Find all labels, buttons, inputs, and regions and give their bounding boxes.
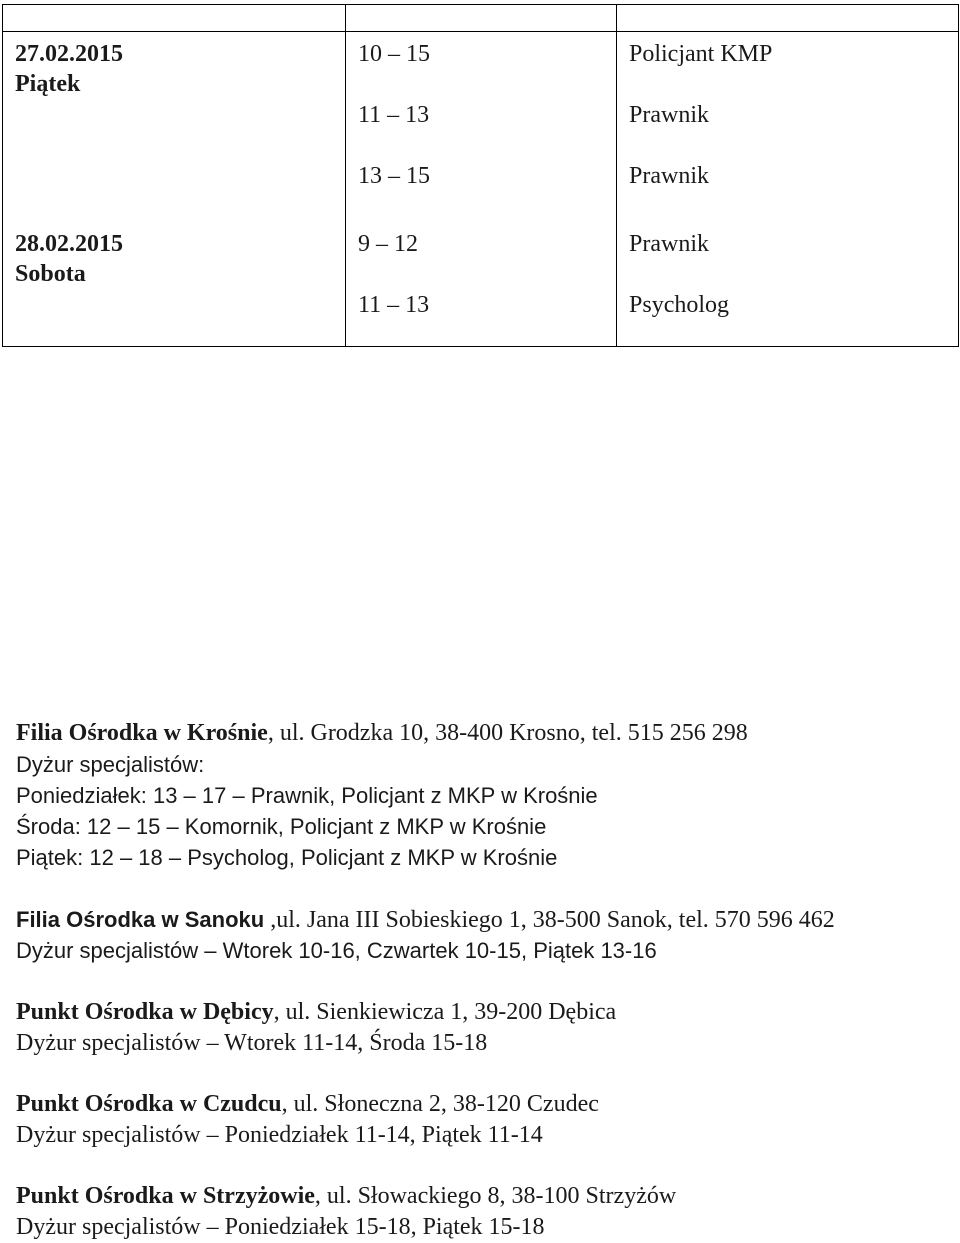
sanok-address-line [16, 905, 835, 935]
krosno-address-line [16, 718, 748, 748]
strzyzow-branch-name: Punkt Ośrodka w Strzyżowie [16, 1183, 315, 1209]
role-entry: Policjant KMP [629, 41, 773, 67]
role-cell [617, 32, 959, 347]
czudec-address-line [16, 1089, 599, 1119]
spacer-cell [346, 5, 617, 32]
table-row [3, 32, 959, 347]
debica-branch-name: Punkt Ośrodka w Dębicy [16, 999, 274, 1025]
role-entry: Prawnik [629, 163, 709, 189]
strzyzow-address-line [16, 1181, 676, 1211]
weekday-2: Sobota [15, 261, 86, 287]
table-header-spacer-row [3, 5, 959, 32]
sanok-branch-name: Filia Ośrodka w Sanoku [16, 907, 265, 932]
time-slot: 11 – 13 [358, 292, 430, 318]
weekday-1: Piątek [15, 71, 81, 97]
spacer-cell [3, 5, 346, 32]
time-slot: 11 – 13 [358, 102, 430, 128]
role-entry: Prawnik [629, 231, 709, 257]
date-cell [3, 32, 346, 347]
debica-address: , ul. Sienkiewicza 1, 39-200 Dębica [273, 999, 617, 1025]
time-cell [346, 32, 617, 347]
date-2: 28.02.2015 [15, 231, 123, 257]
krosno-duty-line: Piątek: 12 – 18 – Psycholog, Policjant z MKP w Krośnie [16, 845, 558, 870]
time-slot: 13 – 15 [358, 163, 430, 189]
krosno-duty-line: Poniedziałek: 13 – 17 – Prawnik, Policjant z MKP w Krośnie [16, 783, 598, 808]
time-slot: 10 – 15 [358, 41, 430, 67]
sanok-address: ,ul. Jana III Sobieskiego 1, 38-500 Sanok, tel. 570 596 462 [264, 907, 835, 933]
spacer-cell [617, 5, 959, 32]
strzyzow-duty: Dyżur specjalistów – Poniedziałek 15-18, Piątek 15-18 [16, 1214, 545, 1240]
time-slot: 9 – 12 [358, 231, 418, 257]
debica-duty: Dyżur specjalistów – Wtorek 11-14, Środa 15-18 [16, 1030, 488, 1056]
czudec-branch-name: Punkt Ośrodka w Czudcu [16, 1091, 282, 1117]
krosno-duty-heading: Dyżur specjalistów: [16, 752, 205, 777]
czudec-address: , ul. Słoneczna 2, 38-120 Czudec [281, 1091, 599, 1117]
role-entry: Prawnik [629, 102, 709, 128]
role-entry: Psycholog [629, 292, 730, 318]
debica-address-line [16, 997, 616, 1027]
schedule-table [2, 4, 959, 347]
strzyzow-address: , ul. Słowackiego 8, 38-100 Strzyżów [314, 1183, 677, 1209]
krosno-duty-line: Środa: 12 – 15 – Komornik, Policjant z MKP w Krośnie [16, 814, 547, 839]
czudec-duty: Dyżur specjalistów – Poniedziałek 11-14, Piątek 11-14 [16, 1122, 543, 1148]
date-1: 27.02.2015 [15, 41, 123, 67]
krosno-address: , ul. Grodzka 10, 38-400 Krosno, tel. 515 256 298 [267, 720, 748, 746]
sanok-duty: Dyżur specjalistów – Wtorek 10-16, Czwartek 10-15, Piątek 13-16 [16, 938, 657, 963]
krosno-branch-name: Filia Ośrodka w Krośnie [16, 720, 268, 746]
